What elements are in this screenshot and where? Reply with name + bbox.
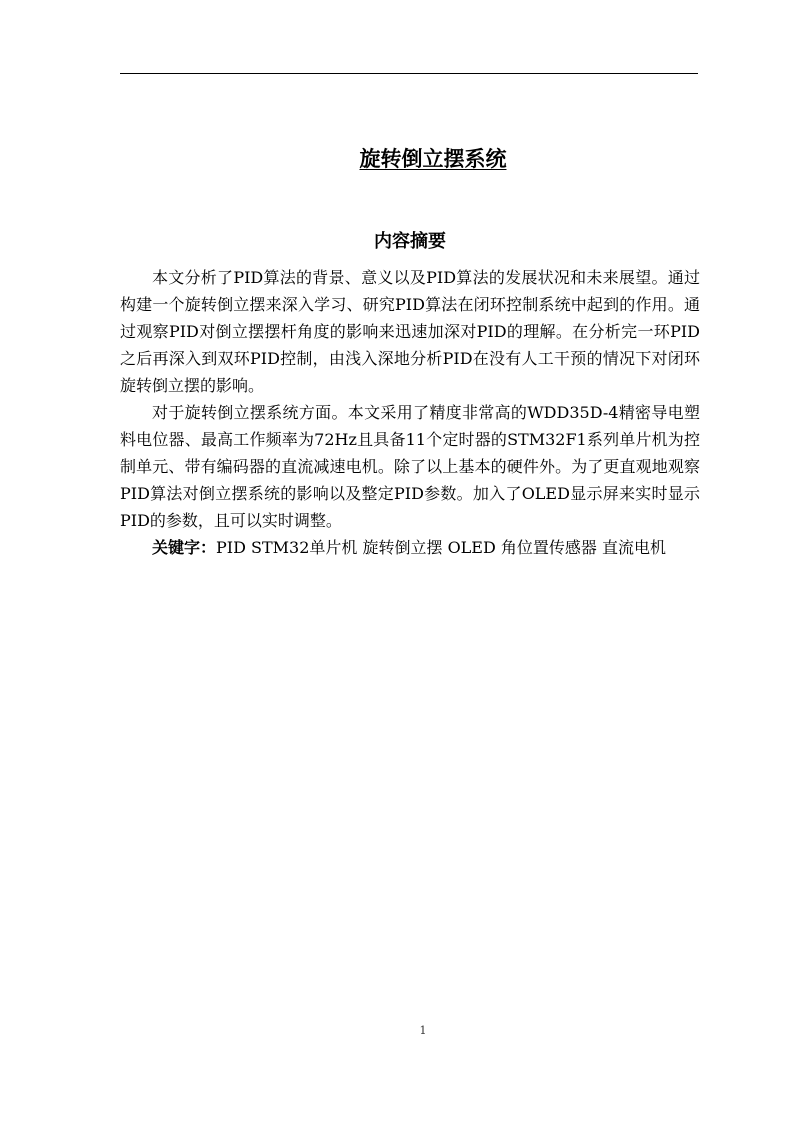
keywords-paragraph — [120, 534, 700, 561]
keywords-label: 关键字： — [152, 538, 217, 557]
abstract-paragraph: 对于旋转倒立摆系统方面。本文采用了精度非常高的WDD35D-4精密导电塑料电位器、最高工作频率为72Hz且具备11个定时器的STM32F1系列单片机为控制单元、带有编码器的直流减速电机。除了以上基本的硬件外。为了更直观地观察PID算法对倒立摆系统的影响以及整定PID参数。加入了OLED显示屏来实时显示PID的参数，且可以实时调整。 — [120, 403, 700, 530]
page-number: 1 — [419, 1024, 427, 1037]
abstract-body — [120, 264, 700, 561]
header-rule — [120, 73, 698, 74]
keywords-text: PID STM32单片机 旋转倒立摆 OLED 角位置传感器 直流电机 — [216, 538, 666, 557]
abstract-paragraph: 本文分析了PID算法的背景、意义以及PID算法的发展状况和未来展望。通过构建一个旋转倒立摆来深入学习、研究PID算法在闭环控制系统中起到的作用。通过观察PID对倒立摆摆杆角度的影响来迅速加深对PID的理解。在分析完一环PID之后再深入到双环PID控制，由浅入深地分析PID在没有人工干预的情况下对闭环旋转倒立摆的影响。 — [120, 268, 700, 395]
document-title: 旋转倒立摆系统 — [359, 147, 507, 171]
abstract-heading: 内容摘要 — [374, 231, 446, 252]
